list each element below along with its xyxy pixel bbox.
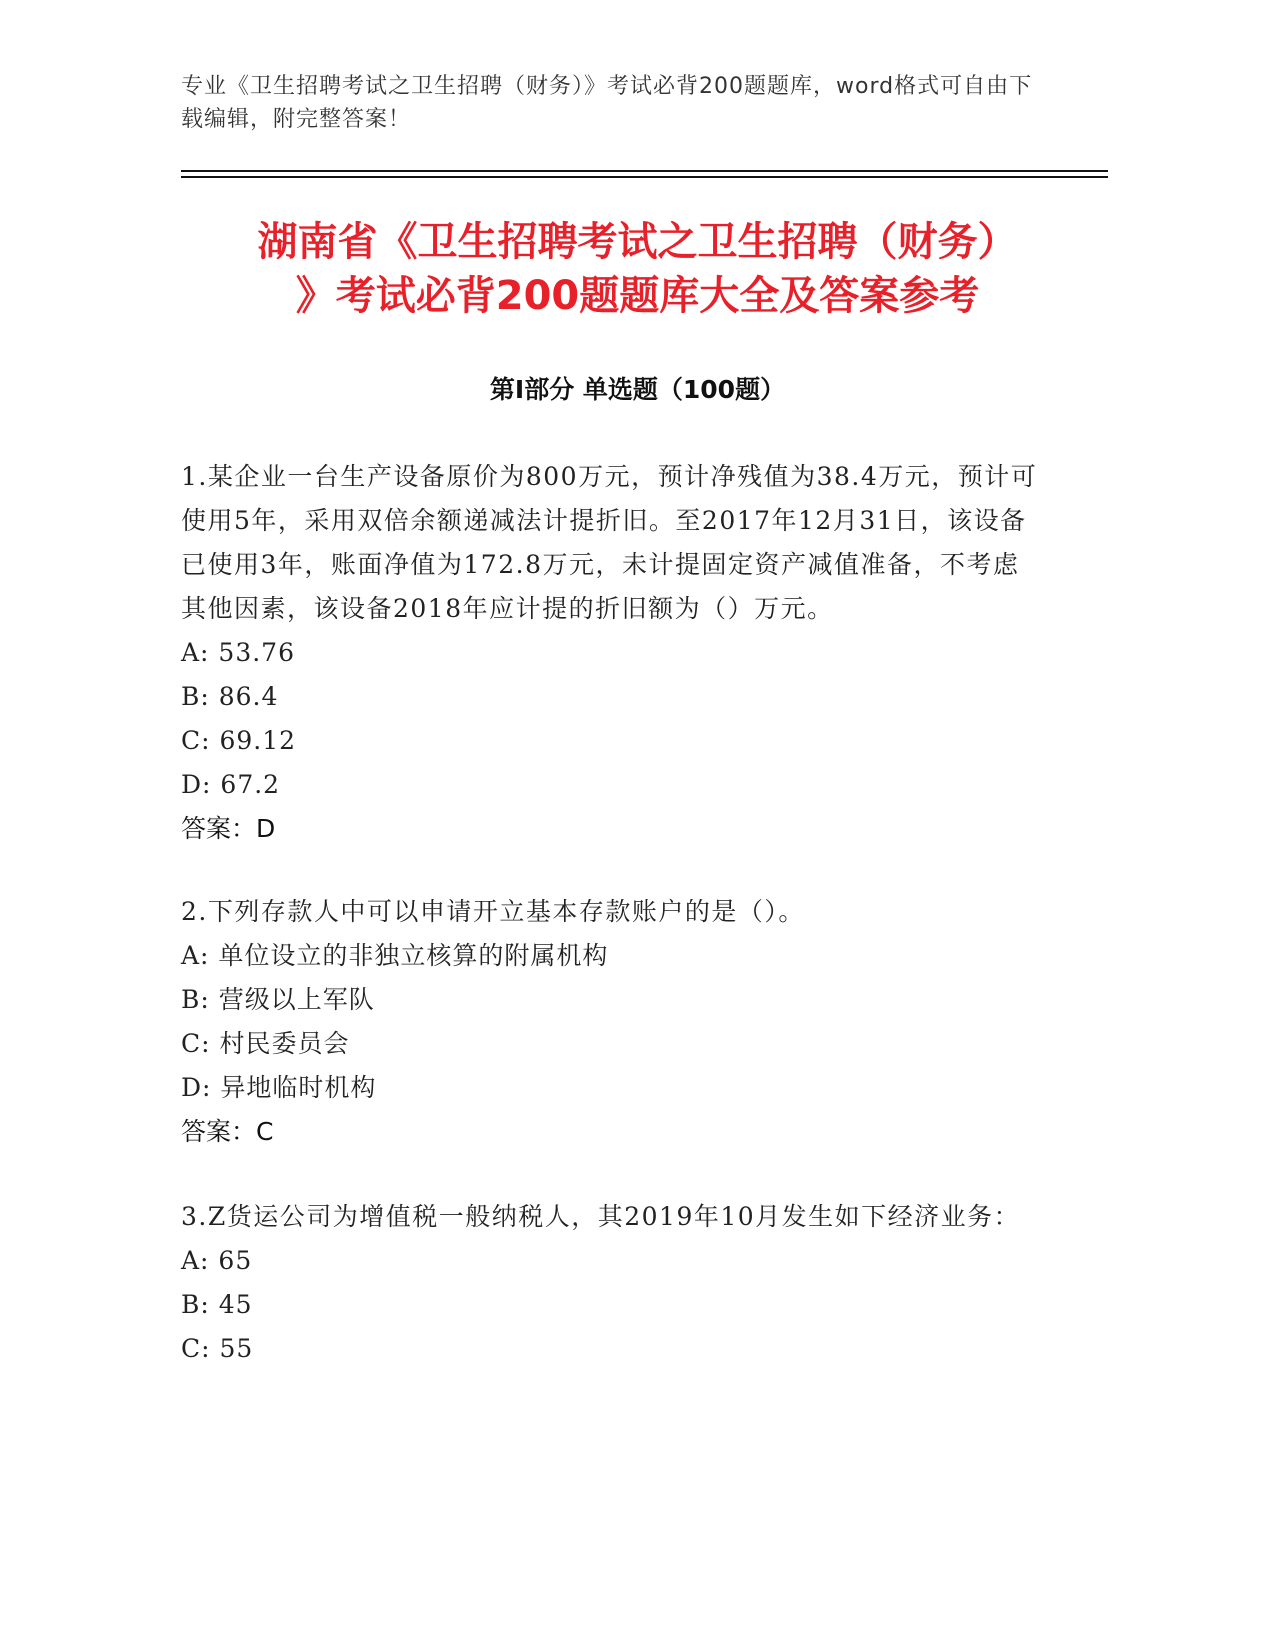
question-stem: 2.下列存款人中可以申请开立基本存款账户的是（）。 <box>181 897 805 926</box>
header-divider <box>181 170 1108 172</box>
question-stem: 1.某企业一台生产设备原价为800万元，预计净残值为38.4万元，预计可使用5年，采用双倍余额递减法计提折旧。至2017年12月31日，该设备已使用3年，账面净值为172.8万元，未计提固定资产减值准备，不考虑其他因素，该设备2018年应计提的折旧额为（）万元。 <box>181 462 1038 623</box>
document-title <box>150 215 1125 323</box>
question-1 <box>181 455 1041 851</box>
option-d: D: 异地临时机构 <box>181 1073 377 1102</box>
question-stem: 3.Z货运公司为增值税一般纳税人，其2019年10月发生如下经济业务： <box>181 1202 1021 1231</box>
answer: 答案：C <box>181 1117 274 1146</box>
question-2 <box>181 890 1041 1154</box>
header-note: 专业《卫生招聘考试之卫生招聘（财务）》考试必背200题题库，word格式可自由下载编辑，附完整答案！ <box>181 74 1033 132</box>
option-b: B: 营级以上军队 <box>181 985 375 1014</box>
option-d: D: 67.2 <box>181 770 281 799</box>
option-b: B: 86.4 <box>181 682 279 711</box>
option-a: A: 单位设立的非独立核算的附属机构 <box>181 941 609 970</box>
option-c: C: 村民委员会 <box>181 1029 350 1058</box>
question-3 <box>181 1195 1041 1371</box>
option-a: A: 53.76 <box>181 638 295 667</box>
section-heading: 第Ⅰ部分 单选题（100题） <box>489 375 786 404</box>
answer: 答案：D <box>181 814 276 843</box>
option-a: A: 65 <box>181 1246 253 1275</box>
title-line-2: 》考试必背200题题库大全及答案参考 <box>295 273 980 319</box>
title-line-1: 湖南省《卫生招聘考试之卫生招聘（财务） <box>257 219 1018 265</box>
option-b: B: 45 <box>181 1290 253 1319</box>
header-divider-secondary <box>181 176 1108 178</box>
option-c: C: 69.12 <box>181 726 297 755</box>
option-c: C: 55 <box>181 1334 254 1363</box>
